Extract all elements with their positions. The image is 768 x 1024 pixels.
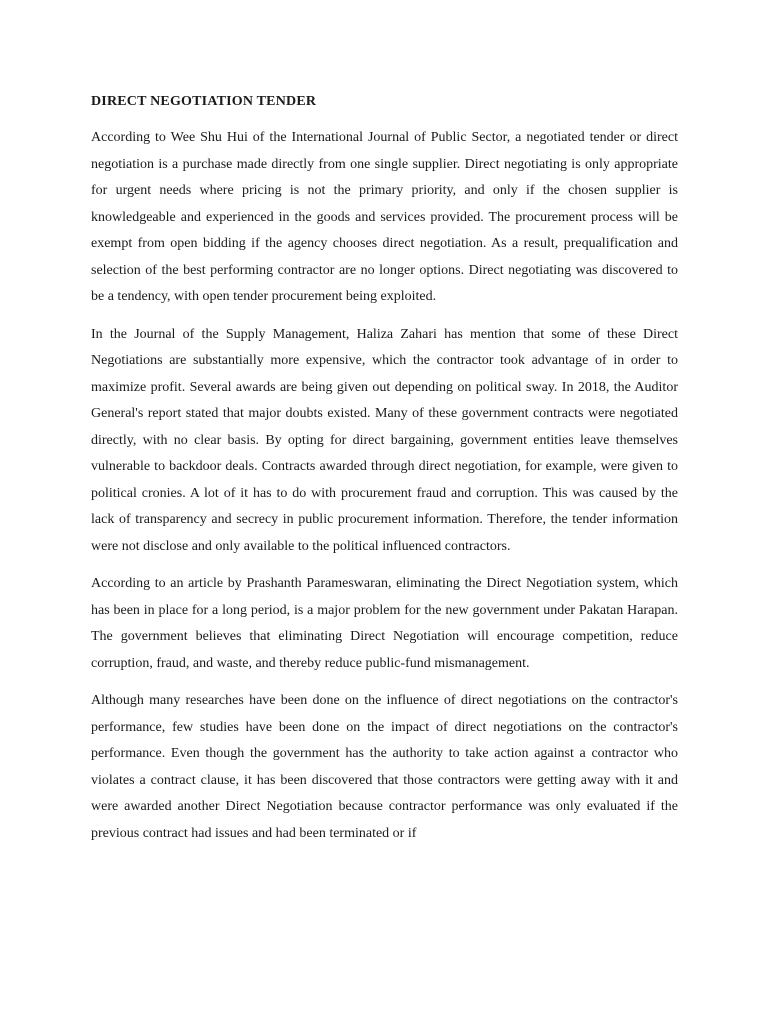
- document-body: [91, 93, 678, 858]
- paragraph-4: Although many researches have been done on the influence of direct negotiations on the contractor's performance, few studies have been done on the impact of direct negotiations on the contractor's performance. Even though the government has the authority to take action against a contractor who violates a contract clause, it has been discovered that those contractors were getting away with it and were awarded another Direct Negotiation because contractor performance was only evaluated if the previous contract had issues and had been terminated or if: [91, 693, 678, 841]
- paragraph-1: According to Wee Shu Hui of the International Journal of Public Sector, a negotiated tender or direct negotiation is a purchase made directly from one single supplier. Direct negotiating is only appropriate for urgent needs where pricing is not the primary priority, and only if the chosen supplier is knowledgeable and experienced in the goods and services provided. The procurement process will be exempt from open bidding if the agency chooses direct negotiation. As a result, prequalification and selection of the best performing contractor are no longer options. Direct negotiating was discovered to be a tendency, with open tender procurement being exploited.: [91, 130, 678, 304]
- paragraph-2: In the Journal of the Supply Management, Haliza Zahari has mention that some of these Direct Negotiations are substantially more expensive, which the contractor took advantage of in order to maximize profit. Several awards are being given out depending on political sway. In 2018, the Auditor General's report stated that major doubts existed. Many of these government contracts were negotiated directly, with no clear basis. By opting for direct bargaining, government entities leave themselves vulnerable to backdoor deals. Contracts awarded through direct negotiation, for example, were given to political cronies. A lot of it has to do with procurement fraud and corruption. This was caused by the lack of transparency and secrecy in public procurement information. Therefore, the tender information were not disclose and only available to the political influenced contractors.: [91, 326, 678, 554]
- paragraph-3: According to an article by Prashanth Parameswaran, eliminating the Direct Negotiation system, which has been in place for a long period, is a major problem for the new government under Pakatan Harapan. The government believes that eliminating Direct Negotiation will encourage competition, reduce corruption, fraud, and waste, and thereby reduce public-fund mismanagement.: [91, 576, 678, 671]
- document-title: DIRECT NEGOTIATION TENDER: [91, 94, 317, 109]
